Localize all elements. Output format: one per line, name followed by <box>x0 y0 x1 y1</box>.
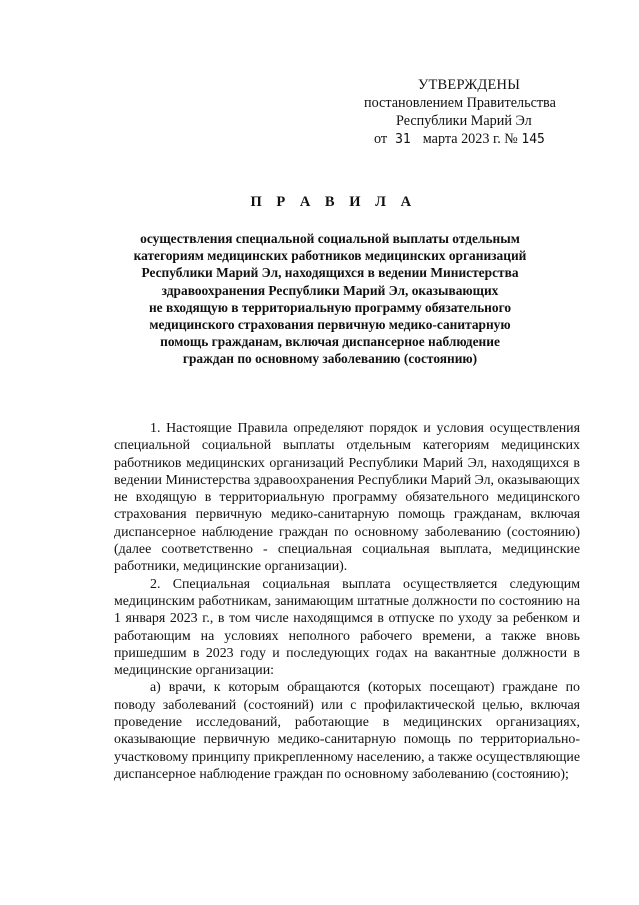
subtitle-line: Республики Марий Эл, находящихся в ведении Министерства <box>141 265 519 281</box>
approval-block <box>360 76 590 149</box>
document-body <box>114 420 580 783</box>
subtitle-line: здравоохранения Республики Марий Эл, оказывающих <box>161 282 499 298</box>
paragraph-2a: а) врачи, к которым обращаются (которых посещают) граждане по поводу заболеваний (состояний) или с профилактической целью, включая проведение исследований, работающие в медицинских организациях, оказывающие первичную медико-санитарную помощь по территориально-участковому принципу прикрепленному населению, а также осуществляющие диспансерное наблюдение граждан по основному заболеванию (состоянию); <box>114 680 580 782</box>
subtitle-line: категориям медицинских работников медицинских организаций <box>133 248 527 264</box>
subtitle-line: граждан по основному заболеванию (состоянию) <box>182 351 478 367</box>
subtitle-line: медицинского страхования первичную медико-санитарную <box>149 317 511 333</box>
approval-title: УТВЕРЖДЕНЫ <box>418 77 521 93</box>
date-prefix: от <box>374 131 388 147</box>
document-subtitle <box>100 230 560 368</box>
approval-line-2: Республики Марий Эл <box>396 113 532 129</box>
subtitle-line: не входящую в территориальную программу обязательного <box>148 299 512 315</box>
date-month-year: марта 2023 г. № <box>422 131 518 147</box>
subtitle-line: осуществления специальной социальной выплаты отдельным <box>140 231 520 246</box>
document-title: П Р А В И Л А <box>250 194 417 210</box>
paragraph-2: 2. Специальная социальная выплата осуществляется следующим медицинским работникам, занимающим штатные должности по состоянию на 1 января 2023 г., в том числе находящимся в отпуске по уходу за ребенком и работающим на условиях неполного рабочего времени, а также вновь пришедшим в 2023 году и последующих годах на вакантные должности в медицинские организации: <box>114 576 580 679</box>
paragraph-1: 1. Настоящие Правила определяют порядок и условия осуществления специальной социальной выплаты отдельным категориям медицинских работников медицинских организаций Республики Марий Эл, находящихся в ведении Министерства здравоохранения Республики Марий Эл, оказывающих не входящую в территориальную программу обязательного медицинского страхования первичную медико-санитарную помощь гражданам, включая диспансерное наблюдение граждан по основному заболеванию (состоянию) (далее соответственно - специальная социальная выплата, медицинские работники, медицинские организации). <box>114 421 580 575</box>
subtitle-line: помощь гражданам, включая диспансерное наблюдение <box>160 334 500 350</box>
approval-line-1: постановлением Правительства <box>364 95 556 111</box>
date-day: 31 <box>395 132 411 147</box>
date-number: 145 <box>521 132 545 147</box>
approval-date-line <box>374 130 590 149</box>
